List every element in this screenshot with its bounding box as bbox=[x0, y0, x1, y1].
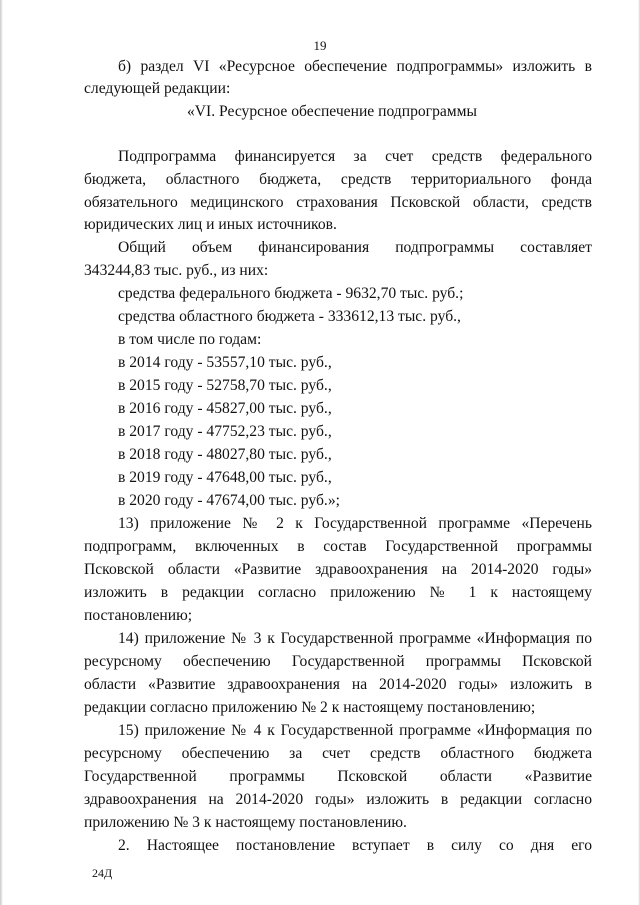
item15-line-2: ресурсному обеспечению за счет средств областного бюджета bbox=[84, 745, 592, 762]
total-line-2: 343244,83 тыс. руб., из них: bbox=[84, 262, 269, 279]
section-heading: «VI. Ресурсное обеспечение подпрограммы bbox=[187, 103, 478, 120]
item13-line-3: Псковской области «Развитие здравоохранения на 2014-2020 годы» bbox=[84, 561, 592, 578]
item14-line-4: редакции согласно приложению № 2 к настоящему постановлению; bbox=[84, 699, 536, 716]
regional-budget-line: средства областного бюджета - 333612,13 тыс. руб., bbox=[118, 308, 461, 325]
item13-line-4: изложить в редакции согласно приложению № 1 к настоящему bbox=[84, 584, 592, 601]
financing-line-3: обязательного медицинского страхования Псковской области, средств bbox=[84, 194, 592, 211]
year-2015-line: в 2015 году - 52758,70 тыс. руб., bbox=[118, 377, 332, 394]
item13-line-5: постановлению; bbox=[84, 607, 193, 624]
page-number: 19 bbox=[313, 38, 327, 53]
item15-line-5: приложению № 3 к настоящему постановлению. bbox=[84, 814, 407, 831]
federal-budget-line: средства федерального бюджета - 9632,70 тыс. руб.; bbox=[118, 285, 464, 302]
item15-line-3: Государственной программы Псковской области «Развитие bbox=[84, 768, 592, 785]
footer-code: 24Д bbox=[92, 866, 113, 880]
by-years-line: в том числе по годам: bbox=[118, 331, 262, 348]
intro-line-2: следующей редакции: bbox=[84, 80, 231, 97]
item15-line-4: здравоохранения на 2014-2020 годы» изложить в редакции согласно bbox=[84, 791, 592, 808]
total-line-1: Общий объем финансирования подпрограммы составляет bbox=[118, 239, 592, 256]
item14-line-2: ресурсному обеспечению Государственной программы Псковской bbox=[84, 653, 592, 670]
item15-line-1: 15) приложение № 4 к Государственной программе «Информация по bbox=[118, 722, 592, 739]
item2-line-1: 2. Настоящее постановление вступает в силу со дня его bbox=[118, 837, 592, 854]
year-2014-line: в 2014 году - 53557,10 тыс. руб., bbox=[118, 354, 332, 371]
item14-line-3: области «Развитие здравоохранения на 2014-2020 годы» изложить в bbox=[84, 676, 592, 693]
intro-line-1: б) раздел VI «Ресурсное обеспечение подпрограммы» изложить в bbox=[118, 58, 592, 75]
year-2019-line: в 2019 году - 47648,00 тыс. руб., bbox=[118, 469, 332, 486]
financing-line-4: юридических лиц и иных источников. bbox=[84, 216, 337, 233]
year-2016-line: в 2016 году - 45827,00 тыс. руб., bbox=[118, 400, 332, 417]
year-2017-line: в 2017 году - 47752,23 тыс. руб., bbox=[118, 423, 332, 440]
item14-line-1: 14) приложение № 3 к Государственной программе «Информация по bbox=[118, 630, 592, 647]
financing-line-1: Подпрограмма финансируется за счет средств федерального bbox=[118, 148, 592, 165]
year-2018-line: в 2018 году - 48027,80 тыс. руб., bbox=[118, 446, 332, 463]
scan-edge-left bbox=[0, 0, 3, 905]
year-2020-line: в 2020 году - 47674,00 тыс. руб.»; bbox=[118, 492, 340, 509]
item13-line-2: подпрограмм, включенных в состав Государственной программы bbox=[84, 538, 592, 555]
item13-line-1: 13) приложение № 2 к Государственной программе «Перечень bbox=[118, 515, 592, 532]
financing-line-2: бюджета, областного бюджета, средств территориального фонда bbox=[84, 171, 592, 188]
